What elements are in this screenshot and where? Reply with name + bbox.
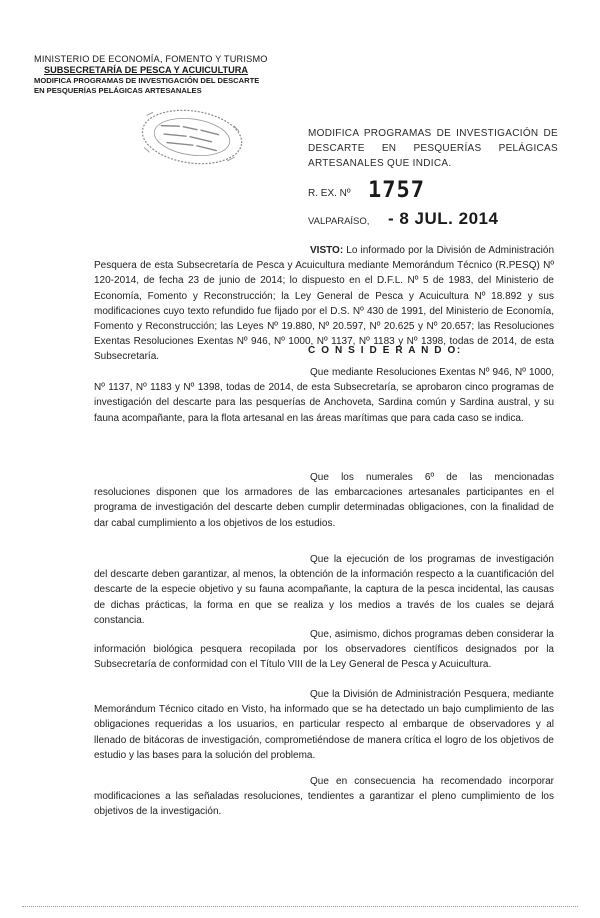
considerando-heading: C O N S I D E R A N D O: — [308, 345, 462, 356]
undersecretariat-name: SUBSECRETARÍA DE PESCA Y ACUICULTURA — [44, 65, 249, 75]
considerando-paragraph-4: Que, asimismo, dichos programas deben considerar la información biológica pesquera recopilada por los observadores científicos designados por la Subsecretaría de conformidad con el Título VIII de la Ley General de Pesca y Acuicultura. — [94, 629, 554, 671]
resolution-number-block — [308, 178, 558, 208]
resolution-label: R. EX. Nº — [308, 188, 351, 199]
visto-text: Lo informado por la División de Administración Pesquera de esta Subsecretaría de Pesca y Acuicultura mediante Memorándum Técnico (R.PESQ) Nº 120-2014, de fecha 23 de junio de 2014; lo dispuesto en el D.F.L. Nº 5 de 1983, del Ministerio de Economía, Fomento y Reconstrucción; la Ley General de Pesca y Acuicultura Nº 18.892 y sus modificaciones cuyo texto refundido fue fijado por el D.S. Nº 430 de 1991, del Ministerio de Economía, Fomento y Reconstrucción; las Leyes Nº 19.880, Nº 20.597, Nº 20.625 y Nº 20.657; las Resoluciones Exentas Resoluciones Exentas Nº 946, Nº 1000, Nº 1137, Nº 1183 y Nº 1398, todas de 2014, de esta Subsecretaría. — [94, 245, 554, 363]
considerando-paragraph-6: Que en consecuencia ha recomendado incorporar modificaciones a las señaladas resoluciones, tendientes a garantizar el pleno cumplimiento de los objetivos de la investigación. — [94, 776, 554, 818]
document-subject: MODIFICA PROGRAMAS DE INVESTIGACIÓN DE DESCARTE EN PESQUERÍAS PELÁGICAS ARTESANALES QUE INDICA. — [308, 128, 558, 169]
ministry-name: MINISTERIO DE ECONOMÍA, FOMENTO Y TURISMO — [34, 54, 268, 64]
considerando-paragraph-3: Que la ejecución de los programas de investigación del descarte deben garantizar, al menos, la obtención de la información respecto a la cuantificación del descarte de la especie objetivo y su fauna acompañante, la captura de la pesca incidental, las causas de dichas prácticas, la forma en que se realiza y los medios a través de los cuales se dejará constancia. — [94, 554, 554, 626]
resolution-number: 1757 — [368, 178, 425, 203]
header-subject-line-2: EN PESQUERÍAS PELÁGICAS ARTESANALES — [34, 86, 202, 95]
place-label: VALPARAÍSO, — [308, 216, 370, 227]
issue-date-stamp: - 8 JUL. 2014 — [388, 209, 499, 228]
considerando-paragraph-2: Que los numerales 6º de las mencionadas resoluciones disponen que los armadores de las embarcaciones artesanales participantes en el programa de investigación del descarte deben cumplir determinadas obligaciones, con la finalidad de dar cabal cumplimiento a los objetivos de los estudios. — [94, 472, 554, 529]
considerando-paragraph-5: Que la División de Administración Pesquera, mediante Memorándum Técnico citado en Visto, ha informado que se ha detectado un bajo cumplimiento de las obligaciones requeridas a los usuarios, en particular respecto al embarque de observadores y al llenado de bitácoras de investigación, comprometiéndose de manera crítica el logro de los objetivos de estudio y las bases para la solución del problema. — [94, 689, 554, 761]
visto-keyword: VISTO: — [310, 245, 344, 256]
date-line — [308, 208, 558, 232]
considerando-paragraph-1: Que mediante Resoluciones Exentas Nº 946, Nº 1000, Nº 1137, Nº 1183 y Nº 1398, todas de 2014, de esta Subsecretaría, se aprobaron cinco programas de investigación del descarte para las pesquerías de Anchoveta, Sardina común y Sardina austral, y su fauna acompañante, para la flota artesanal en las áreas marítimas que para cada caso se indica. — [94, 367, 554, 424]
official-stamp — [134, 101, 249, 173]
stamp-seal-icon — [134, 101, 249, 173]
header-subject-line-1: MODIFICA PROGRAMAS DE INVESTIGACIÓN DEL DESCARTE — [34, 76, 260, 85]
page-footer-line — [22, 906, 578, 911]
ministry-header — [34, 54, 304, 96]
